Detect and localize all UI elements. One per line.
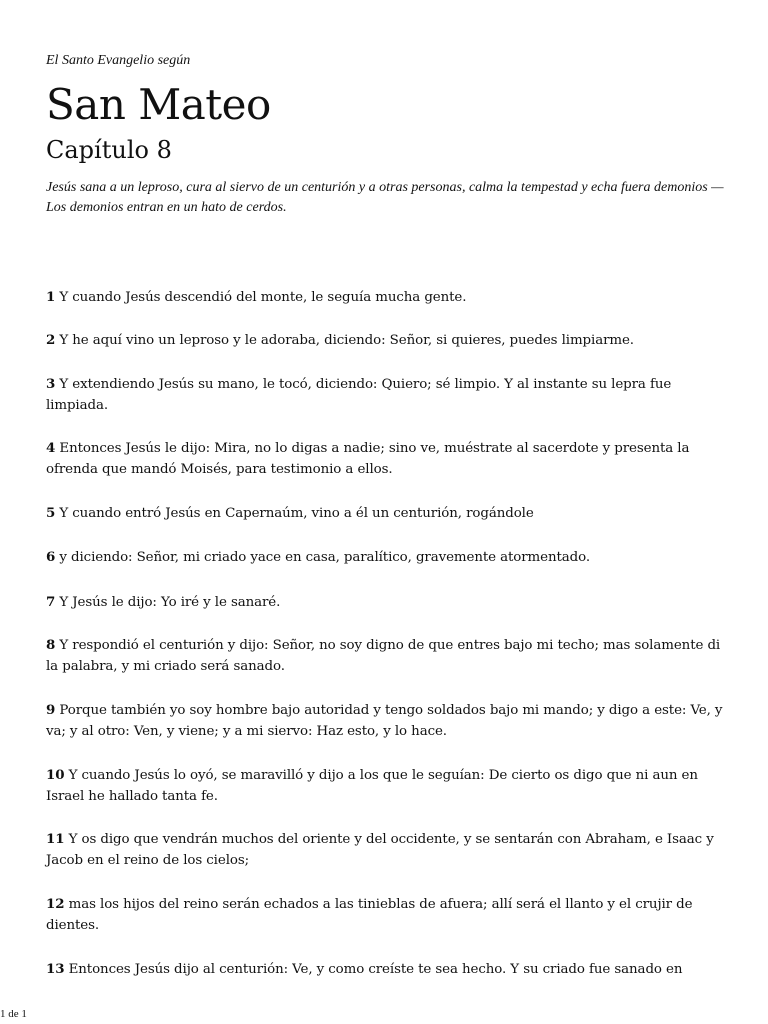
verse-1 (46, 287, 726, 308)
verse-text: Y respondió el centurión y dijo: Señor, no soy digno de que entres bajo mi techo; mas solamente di la palabra, y mi criado será sanado. (46, 638, 721, 674)
page-indicator: 1 de 1 (0, 1008, 27, 1020)
verse-text: Y Jesús le dijo: Yo iré y le sanaré. (59, 595, 281, 610)
verse-10 (46, 765, 726, 807)
verse-number: 12 (46, 896, 65, 912)
verse-number: 11 (46, 831, 65, 847)
verse-7 (46, 592, 726, 613)
verse-text: Entonces Jesús dijo al centurión: Ve, y como creíste te sea hecho. Y su criado fue sanado en (68, 962, 683, 977)
verse-number: 10 (46, 767, 65, 783)
verse-12 (46, 894, 726, 936)
verse-text: Y cuando Jesús lo oyó, se maravilló y dijo a los que le seguían: De cierto os digo que ni aun en Israel he hallado tanta fe. (46, 768, 698, 804)
verse-5 (46, 503, 726, 524)
chapter-summary: Jesús sana a un leproso, cura al siervo de un centurión y a otras personas, calma la tempestad y echa fuera demonios — Los demonios entran en un hato de cerdos. (46, 180, 724, 215)
verse-6 (46, 547, 726, 568)
verse-text: Y os digo que vendrán muchos del oriente y del occidente, y se sentarán con Abraham, e Isaac y Jacob en el reino de los cielos; (46, 832, 714, 868)
verse-number: 2 (46, 332, 56, 348)
verse-text: Entonces Jesús le dijo: Mira, no lo digas a nadie; sino ve, muéstrate al sacerdote y presenta la ofrenda que mandó Moisés, para testimonio a ellos. (46, 441, 690, 477)
verse-number: 7 (46, 594, 56, 610)
verse-number: 4 (46, 440, 56, 456)
verse-number: 6 (46, 549, 56, 565)
book-pretitle: El Santo Evangelio según (46, 53, 191, 68)
verse-11 (46, 829, 726, 871)
verse-text: Y cuando Jesús descendió del monte, le seguía mucha gente. (59, 290, 467, 305)
verse-text: Y extendiendo Jesús su mano, le tocó, diciendo: Quiero; sé limpio. Y al instante su lepra fue limpiada. (46, 377, 672, 413)
verse-13 (46, 959, 726, 980)
verse-text: Y cuando entró Jesús en Capernaúm, vino a él un centurión, rogándole (59, 506, 534, 521)
verse-number: 1 (46, 289, 56, 305)
verse-2 (46, 330, 726, 351)
verse-text: mas los hijos del reino serán echados a las tinieblas de afuera; allí será el llanto y el crujir de dientes. (46, 897, 693, 933)
verse-text: Y he aquí vino un leproso y le adoraba, diciendo: Señor, si quieres, puedes limpiarme. (59, 333, 634, 348)
verse-4 (46, 438, 726, 480)
chapter-heading: Capítulo 8 (46, 136, 172, 164)
book-title: San Mateo (46, 80, 271, 129)
verse-3 (46, 374, 726, 416)
verse-number: 3 (46, 376, 56, 392)
verse-number: 5 (46, 505, 56, 521)
document-page (46, 0, 726, 1024)
verse-9 (46, 700, 726, 742)
verse-number: 8 (46, 637, 56, 653)
verse-number: 13 (46, 961, 65, 977)
verse-text: y diciendo: Señor, mi criado yace en casa, paralítico, gravemente atormentado. (59, 550, 590, 565)
verse-text: Porque también yo soy hombre bajo autoridad y tengo soldados bajo mi mando; y digo a este: Ve, y va; y al otro: Ven, y viene; y a mi siervo: Haz esto, y lo hace. (46, 703, 723, 739)
verse-number: 9 (46, 702, 56, 718)
verse-8 (46, 635, 726, 677)
